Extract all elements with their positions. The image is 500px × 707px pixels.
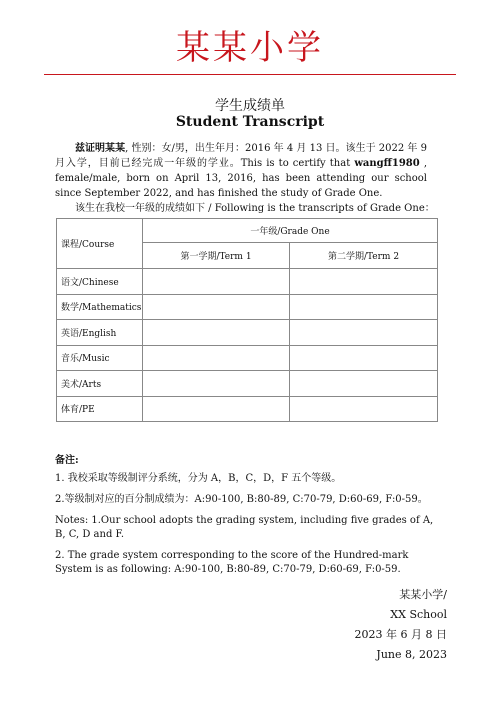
grade-cell — [143, 371, 290, 397]
table-row — [57, 345, 438, 371]
table-row — [57, 396, 438, 422]
note-2: 2.等级制对应的百分制成绩为：A:90-100, B:80-89, C:70-79, D:60-69, F:0-59。 — [55, 494, 428, 505]
document-title-cn: 学生成绩单 — [215, 98, 285, 114]
intro-cn: 该生在我校一年级的成绩如下 / Following is the transcripts of — [75, 203, 370, 214]
certificate-lead: 兹证明某某 — [75, 143, 126, 154]
grade-cell — [143, 396, 290, 422]
transcript-intro — [75, 202, 435, 216]
notes-heading: 备注: — [55, 455, 79, 466]
grade-cell — [290, 320, 438, 346]
certificate-paragraph — [55, 141, 427, 201]
note-4: 2. The grade system corresponding to the score of the Hundred-mark System is as following: A:90-100, B:80-89, C:70-79, D:60-69, F:0-59. — [55, 550, 409, 575]
signature-school-en: XX School — [390, 608, 447, 621]
table-row — [57, 269, 438, 295]
grade-cell — [290, 371, 438, 397]
student-id: wangff1980 — [354, 158, 420, 169]
certificate-text-a: , 性别：女/男，出生年月：2016 年 4 月 13 日。该生于 2022 年 9 月入学，目前已经完成一年级的学业。This is to certify that — [55, 143, 427, 169]
grade-cell — [143, 294, 290, 320]
subject-pe: 体育/PE — [57, 396, 143, 422]
signature-block — [355, 585, 447, 665]
grade-cell — [290, 269, 438, 295]
intro-en: Grade One： — [369, 203, 435, 214]
term2-header: 第二学期/Term 2 — [290, 243, 438, 269]
grade-cell — [290, 345, 438, 371]
signature-school-cn: 某某小学/ — [399, 588, 447, 601]
notes-section — [55, 454, 445, 584]
subject-mathematics: 数学/Mathematics — [57, 294, 143, 320]
table-row — [57, 294, 438, 320]
subject-music: 音乐/Music — [57, 345, 143, 371]
grades-table — [56, 218, 438, 422]
document-title-en: Student Transcript — [175, 114, 325, 130]
grade-cell — [143, 320, 290, 346]
table-row — [57, 320, 438, 346]
note-1: 1. 我校采取等级制评分系统，分为 A，B，C，D，F 五个等级。 — [55, 473, 342, 484]
note-3: Notes: 1.Our school adopts the grading system, including five grades of A, B, C, D and F. — [55, 515, 434, 540]
subject-chinese: 语文/Chinese — [57, 269, 143, 295]
school-name-header: 某某小学 — [176, 28, 324, 68]
table-row — [57, 371, 438, 397]
course-header: 课程/Course — [57, 219, 143, 269]
term1-header: 第一学期/Term 1 — [143, 243, 290, 269]
subject-english: 英语/English — [57, 320, 143, 346]
certificate-text-b: , female/male, born on April 13, 2016, has been attending our school since September 2022, and has finished the study of Grade One. — [55, 158, 427, 199]
grade-cell — [290, 396, 438, 422]
grade-cell — [143, 345, 290, 371]
grade-cell — [290, 294, 438, 320]
subject-arts: 美术/Arts — [57, 371, 143, 397]
grade-header: 一年级/Grade One — [143, 219, 438, 243]
header-divider — [44, 74, 456, 75]
grade-cell — [143, 269, 290, 295]
signature-date-en: June 8, 2023 — [376, 648, 447, 661]
signature-date-cn: 2023 年 6 月 8 日 — [354, 628, 447, 641]
